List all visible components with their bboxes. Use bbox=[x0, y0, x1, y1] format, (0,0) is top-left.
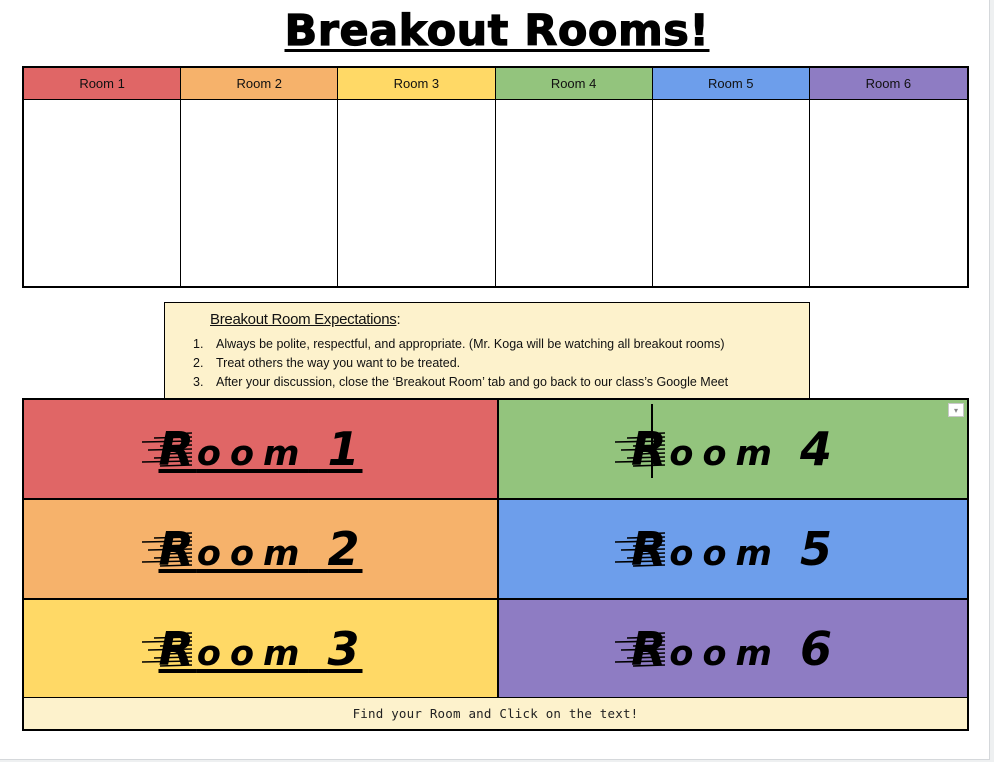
room-2-label: Room 2 bbox=[158, 522, 363, 576]
room-3-label: Room 3 bbox=[158, 621, 363, 676]
room-table bbox=[22, 66, 969, 288]
table-cell-room-1[interactable] bbox=[24, 100, 181, 286]
expectations-list bbox=[193, 335, 728, 392]
table-cell-room-3[interactable] bbox=[338, 100, 495, 286]
room-3-link[interactable] bbox=[24, 600, 497, 697]
table-cell-room-6[interactable] bbox=[810, 100, 967, 286]
table-cell-room-5[interactable] bbox=[653, 100, 810, 286]
expectations-title: Breakout Room Expectations: bbox=[210, 311, 401, 328]
room-links-grid bbox=[22, 398, 969, 731]
table-header-room-1[interactable]: Room 1 bbox=[24, 68, 181, 100]
room-5-label: Room 5 bbox=[630, 522, 835, 576]
table-header-room-5[interactable]: Room 5 bbox=[653, 68, 810, 100]
room-1-link[interactable] bbox=[24, 400, 497, 498]
room-4-link[interactable] bbox=[499, 400, 967, 498]
footer-instruction: Find your Room and Click on the text! bbox=[22, 697, 969, 731]
page-title: Breakout Rooms! bbox=[284, 6, 710, 56]
list-item: 2. Treat others the way you want to be treated. bbox=[193, 356, 461, 370]
room-2-link[interactable] bbox=[24, 500, 497, 598]
chevron-down-icon[interactable]: ▾ bbox=[948, 403, 964, 417]
table-header-room-6[interactable]: Room 6 bbox=[810, 68, 967, 100]
table-cell-room-2[interactable] bbox=[181, 100, 338, 286]
room-4-label: Room 4 bbox=[630, 422, 835, 476]
list-item: 1. Always be polite, respectful, and appropriate. (Mr. Koga will be watching all breakout rooms) bbox=[193, 337, 725, 351]
expectations-box bbox=[164, 302, 810, 400]
table-header-room-4[interactable]: Room 4 bbox=[496, 68, 653, 100]
list-item: 3. After your discussion, close the ‘Breakout Room’ tab and go back to our class’s Google Meet bbox=[193, 375, 729, 389]
table-header-room-2[interactable]: Room 2 bbox=[181, 68, 338, 100]
table-header-room-3[interactable]: Room 3 bbox=[338, 68, 495, 100]
room-6-link[interactable] bbox=[499, 600, 967, 697]
room-1-label: Room 1 bbox=[158, 422, 363, 476]
room-5-link[interactable] bbox=[499, 500, 967, 598]
room-6-label: Room 6 bbox=[630, 621, 835, 676]
table-cell-room-4[interactable] bbox=[496, 100, 653, 286]
